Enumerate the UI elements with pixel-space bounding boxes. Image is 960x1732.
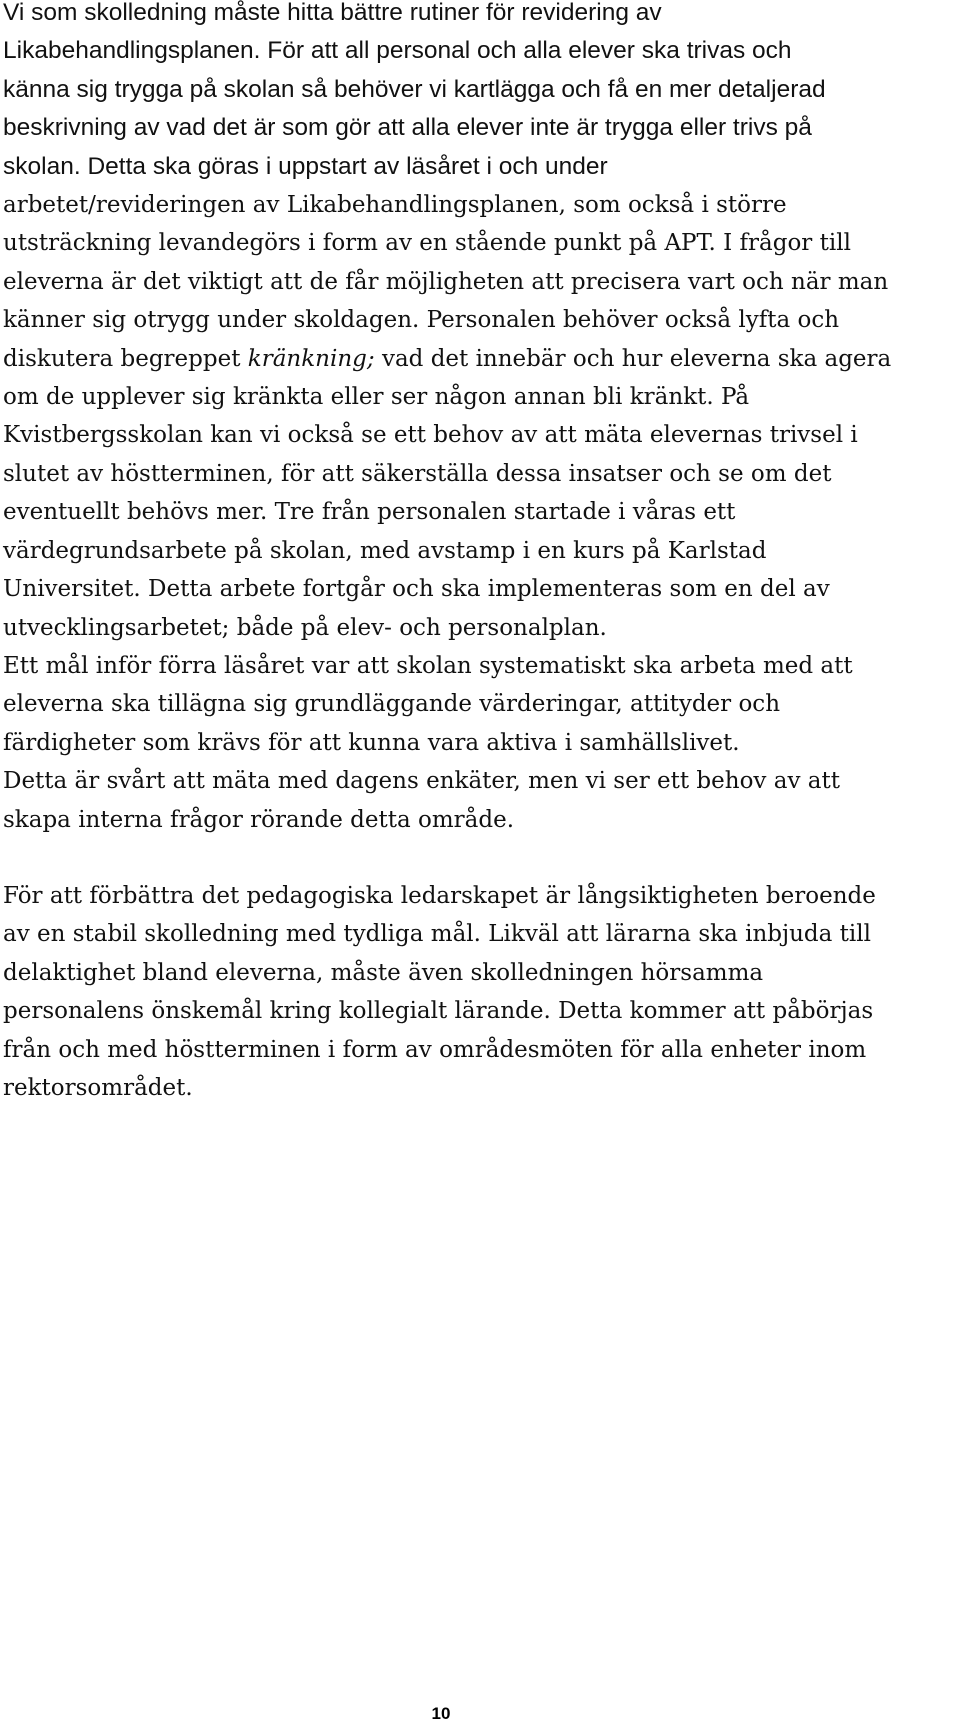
- paragraph-2: [3, 877, 953, 1107]
- text-line: personalens önskemål kring kollegialt lärande. Detta kommer att påbörjas: [3, 998, 874, 1025]
- text-line: arbetet/revideringen av Likabehandlingsplanen, som också i större: [3, 192, 787, 219]
- emphasized-term: kränkning;: [247, 345, 375, 372]
- body-text: [3, 0, 953, 1107]
- text-run: skolan.: [3, 152, 81, 180]
- text-line: rektorsområdet.: [3, 1074, 193, 1101]
- text-line: eventuellt behövs mer. Tre från personalen startade i våras ett: [3, 499, 736, 526]
- text-line: Detta är svårt att mäta med dagens enkäter, men vi ser ett behov av att: [3, 768, 840, 795]
- page-number: 10: [431, 1704, 451, 1723]
- text-line: För att förbättra det pedagogiska ledarskapet är långsiktigheten beroende: [3, 882, 876, 909]
- text-run: Detta ska göras i uppstart av läsåret i och under: [80, 152, 608, 180]
- text-run: vad det innebär och hur eleverna ska agera: [374, 345, 892, 372]
- text-line: känner sig otrygg under skoldagen. Personalen behöver också lyfta och: [3, 307, 840, 334]
- text-line: om de upplever sig kränkta eller ser någon annan bli kränkt. På: [3, 384, 750, 411]
- text-line: känna sig trygga på skolan så behöver vi kartlägga och få en mer detaljerad: [3, 75, 826, 103]
- text-line: värdegrundsarbete på skolan, med avstamp i en kurs på Karlstad: [3, 537, 767, 564]
- text-line: Likabehandlingsplanen. För att all personal och alla elever ska trivas och: [3, 37, 792, 65]
- paragraph-1: [3, 0, 953, 839]
- text-line: eleverna är det viktigt att de får möjligheten att precisera vart och när man: [3, 268, 889, 295]
- text-run: diskutera begreppet: [3, 345, 248, 372]
- paragraph-spacer: [3, 839, 953, 877]
- text-line: från och med höstterminen i form av områdesmöten för alla enheter inom: [3, 1036, 867, 1063]
- text-line: utvecklingsarbetet; både på elev- och personalplan.: [3, 614, 607, 641]
- text-line: Universitet. Detta arbete fortgår och ska implementeras som en del av: [3, 576, 830, 603]
- text-line: Ett mål inför förra läsåret var att skolan systematiskt ska arbeta med att: [3, 652, 853, 679]
- text-line: eleverna ska tillägna sig grundläggande värderingar, attityder och: [3, 691, 781, 718]
- text-line: av en stabil skolledning med tydliga mål. Likväl att lärarna ska inbjuda till: [3, 921, 871, 948]
- text-line: [3, 340, 953, 378]
- text-line: Vi som skolledning måste hitta bättre rutiner för revidering av: [3, 0, 662, 26]
- text-line: skapa interna frågor rörande detta område.: [3, 806, 515, 833]
- text-line: Kvistbergsskolan kan vi också se ett behov av att mäta elevernas trivsel i: [3, 422, 858, 449]
- text-line: delaktighet bland eleverna, måste även skolledningen hörsamma: [3, 959, 764, 986]
- text-line: färdigheter som krävs för att kunna vara aktiva i samhällslivet.: [3, 729, 740, 756]
- text-line: utsträckning levandegörs i form av en stående punkt på APT. I frågor till: [3, 230, 851, 257]
- text-line: beskrivning av vad det är som gör att alla elever inte är trygga eller trivs på: [3, 114, 812, 142]
- text-line: [3, 148, 953, 186]
- text-line: slutet av höstterminen, för att säkerställa dessa insatser och se om det: [3, 460, 832, 487]
